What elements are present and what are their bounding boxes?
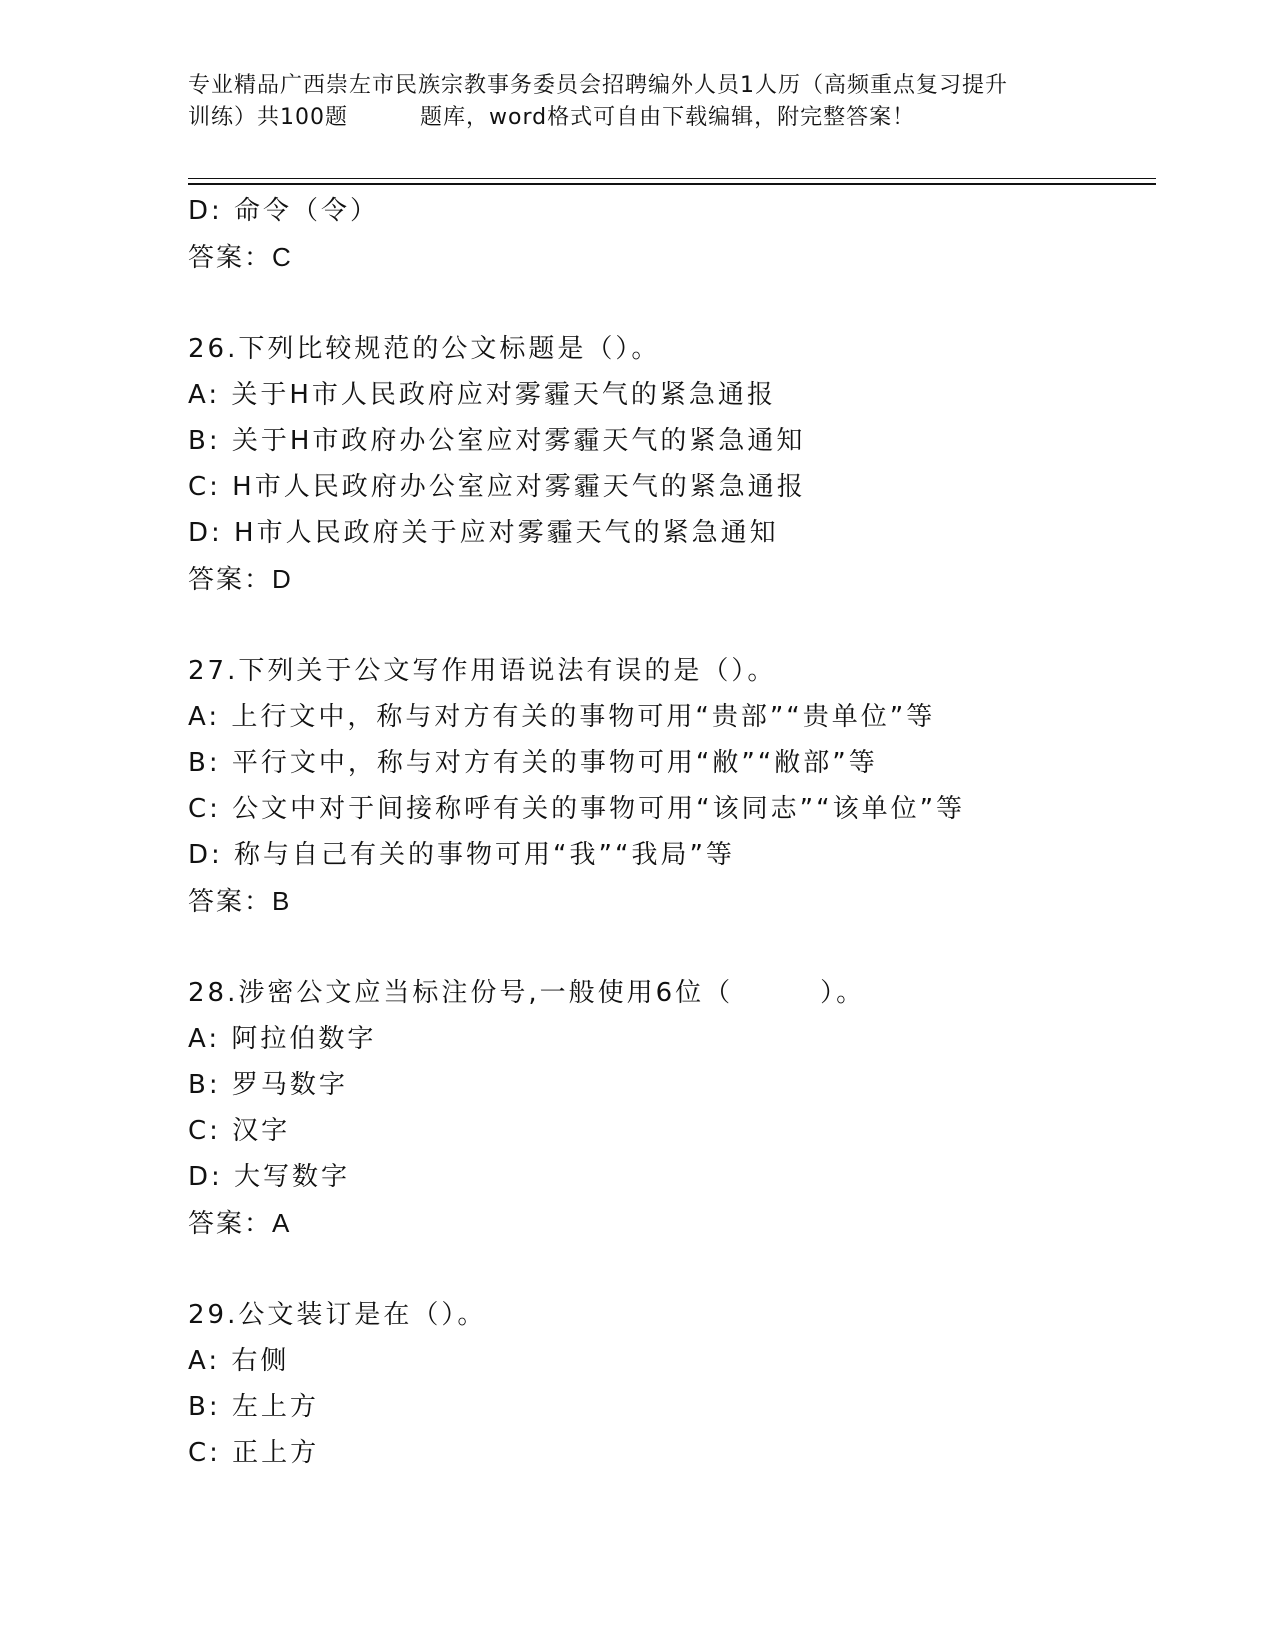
option-a: A: 右侧 bbox=[188, 1346, 290, 1376]
answer: 答案：B bbox=[188, 886, 292, 916]
question-stem: 27.下列关于公文写作用语说法有误的是（）。 bbox=[188, 656, 777, 686]
question-28 bbox=[188, 970, 1148, 1246]
header-title-line2a: 训练）共100题 bbox=[188, 105, 348, 130]
question-27 bbox=[188, 648, 1148, 924]
option-d: D: 大写数字 bbox=[188, 1162, 351, 1192]
prev-answer: 答案：C bbox=[188, 242, 293, 272]
question-29 bbox=[188, 1292, 1148, 1476]
header-rule-thick bbox=[188, 183, 1156, 185]
header-title-line2b: 题库，word格式可自由下载编辑，附完整答案！ bbox=[420, 105, 916, 130]
option-c: C: 公文中对于间接称呼有关的事物可用“该同志”“该单位”等 bbox=[188, 794, 966, 824]
question-stem: 26.下列比较规范的公文标题是（）。 bbox=[188, 334, 661, 364]
page-header bbox=[188, 70, 1088, 134]
option-c: C: 正上方 bbox=[188, 1438, 320, 1468]
question-stem: 28.涉密公文应当标注份号,一般使用6位（ ）。 bbox=[188, 978, 866, 1008]
question-stem: 29.公文装订是在（）。 bbox=[188, 1300, 487, 1330]
option-b: B: 关于H市政府办公室应对雾霾天气的紧急通知 bbox=[188, 426, 806, 456]
option-b: B: 左上方 bbox=[188, 1392, 319, 1422]
answer: 答案：A bbox=[188, 1208, 292, 1238]
question-26 bbox=[188, 326, 1148, 602]
option-a: A: 关于H市人民政府应对雾霾天气的紧急通报 bbox=[188, 380, 776, 410]
header-rule-thin bbox=[188, 178, 1156, 179]
prev-option-d: D: 命令（令） bbox=[188, 196, 380, 226]
option-b: B: 罗马数字 bbox=[188, 1070, 348, 1100]
option-b: B: 平行文中，称与对方有关的事物可用“敝”“敝部”等 bbox=[188, 748, 878, 778]
option-a: A: 阿拉伯数字 bbox=[188, 1024, 377, 1054]
option-c: C: 汉字 bbox=[188, 1116, 291, 1146]
option-d: D: 称与自己有关的事物可用“我”“我局”等 bbox=[188, 840, 735, 870]
option-c: C: H市人民政府办公室应对雾霾天气的紧急通报 bbox=[188, 472, 806, 502]
question-list bbox=[188, 188, 1148, 1476]
option-d: D: H市人民政府关于应对雾霾天气的紧急通知 bbox=[188, 518, 779, 548]
answer: 答案：D bbox=[188, 564, 293, 594]
header-title-line2 bbox=[188, 102, 1088, 134]
header-title-line1: 专业精品广西崇左市民族宗教事务委员会招聘编外人员1人历（高频重点复习提升 bbox=[188, 73, 1008, 98]
option-a: A: 上行文中，称与对方有关的事物可用“贵部”“贵单位”等 bbox=[188, 702, 936, 732]
